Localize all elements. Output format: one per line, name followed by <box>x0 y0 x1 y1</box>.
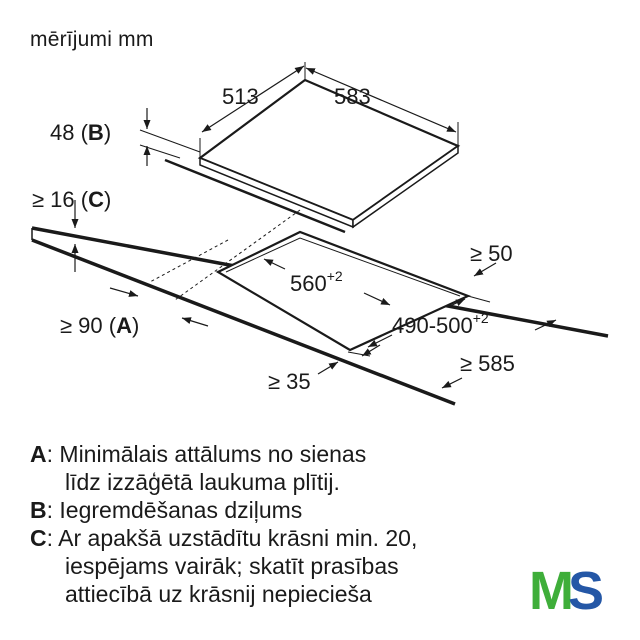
label-min-50: ≥ 50 <box>470 241 513 266</box>
label-min-35: ≥ 35 <box>268 369 311 394</box>
legend-key-c: C <box>30 525 47 551</box>
legend-text-a-1: : Minimālais attālums no sienas <box>46 441 367 467</box>
label-513: 513 <box>222 84 259 109</box>
label-490-500: $490-500^{+2}$ <box>392 310 489 338</box>
dim-line-35-a <box>318 362 338 374</box>
label-min-585: ≥ 585 <box>460 351 515 376</box>
legend-key-b: B <box>30 497 47 523</box>
label-560: $560^{+2}$ <box>290 268 343 296</box>
watermark-m: M <box>528 561 568 621</box>
label-583: 583 <box>334 84 371 109</box>
legend-text-c-2: iespējams vairāk; skatīt prasības <box>65 553 399 579</box>
label-b: 48 (B) <box>50 120 112 145</box>
dim-line-585-a <box>442 378 462 388</box>
legend-item-a <box>30 440 550 468</box>
page-title: mērījumi mm <box>30 28 154 51</box>
watermark-s: S <box>567 561 598 621</box>
dim-line-a-right <box>182 318 208 326</box>
ms-logo-watermark <box>528 561 598 621</box>
legend-item-c <box>30 524 550 552</box>
label-c: ≥ 16 (C) <box>32 187 112 212</box>
dim-line-35-b <box>362 345 380 356</box>
legend-key-a: A <box>30 441 47 467</box>
legend-text-a-2: līdz izzāģētā laukuma plītij. <box>65 469 340 495</box>
legend-text-c-1: : Ar apakšā uzstādītu krāsni min. 20, <box>46 525 418 551</box>
legend-item-b <box>30 496 550 524</box>
dim-line-a-left <box>110 288 138 296</box>
label-a: ≥ 90 (A) <box>60 313 140 338</box>
legend-text-c-3: attiecībā uz krāsnij nepieciešа <box>65 581 372 607</box>
legend-text-b-1: : Iegremdēšanas dziļums <box>46 497 303 523</box>
legend <box>30 440 550 608</box>
